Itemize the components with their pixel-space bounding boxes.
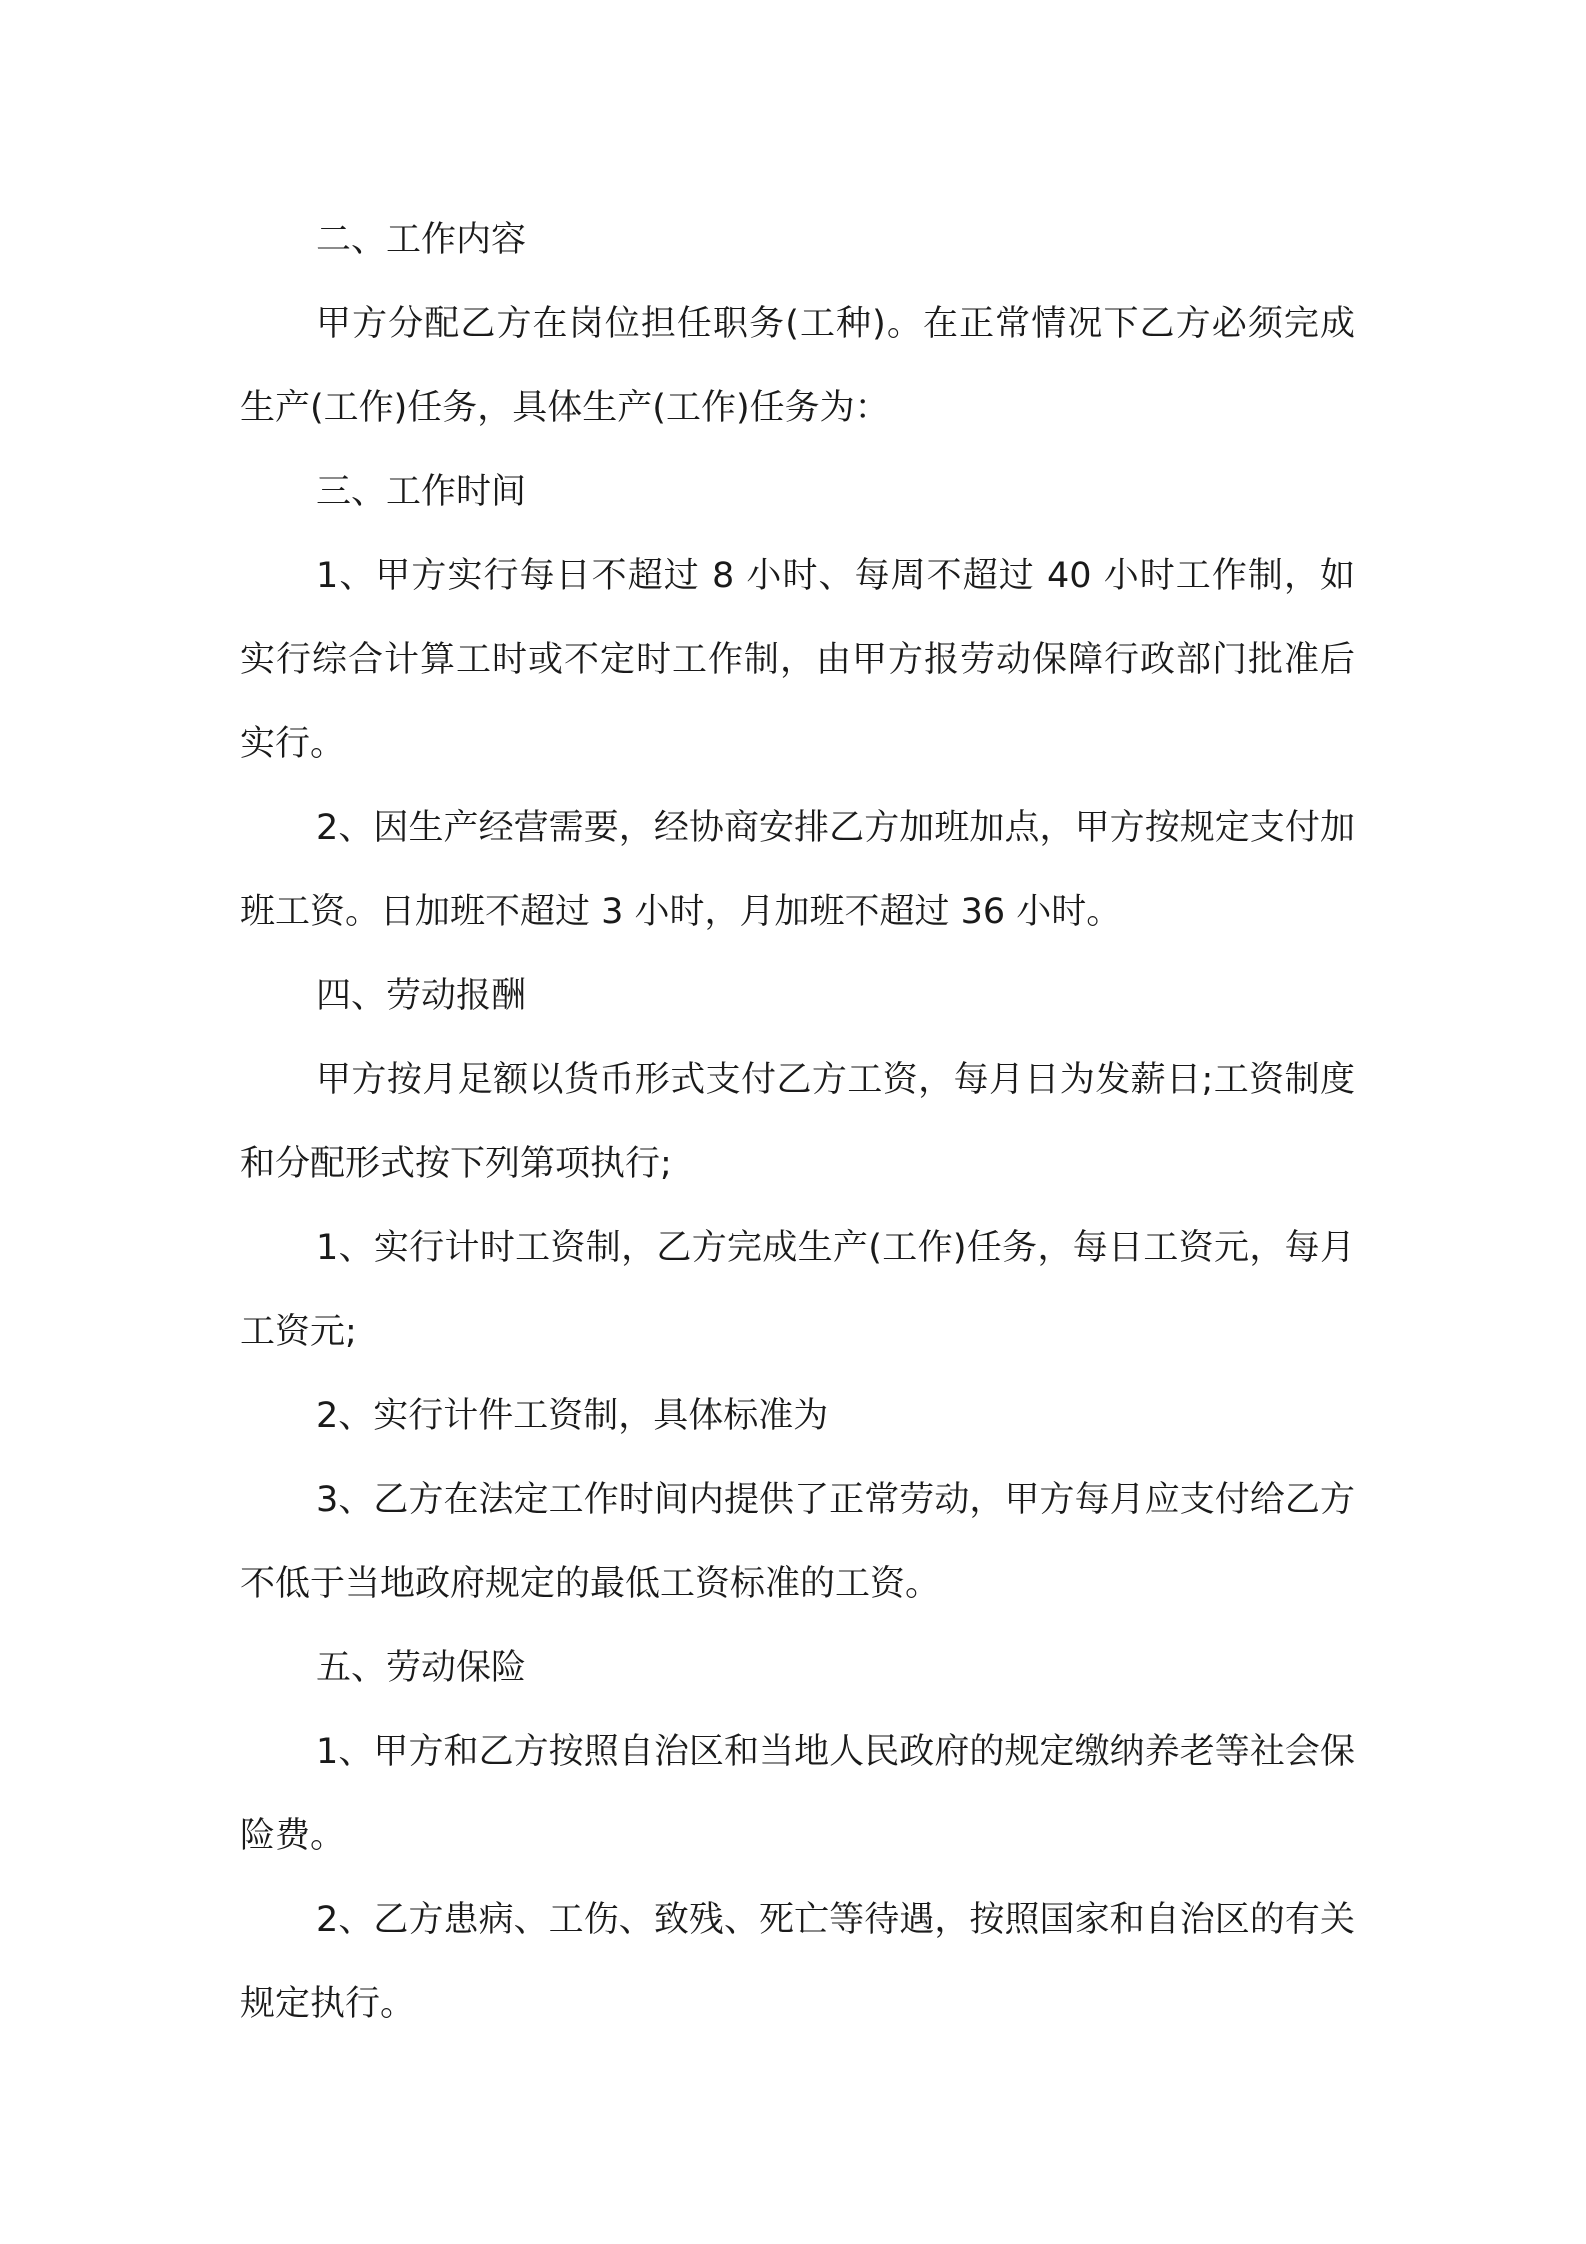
paragraph-remuneration-intro: 甲方按月足额以货币形式支付乙方工资，每月日为发薪日;工资制度和分配形式按下列第项执行; bbox=[240, 1060, 1355, 1184]
paragraph-remuneration-1: 1、实行计时工资制，乙方完成生产(工作)任务，每日工资元，每月工资元; bbox=[240, 1228, 1355, 1352]
section-heading-work-content: 二、工作内容 bbox=[316, 220, 527, 260]
document-body bbox=[240, 198, 1355, 2046]
paragraph-remuneration-2: 2、实行计件工资制，具体标准为 bbox=[316, 1396, 829, 1436]
paragraph-insurance-1: 1、甲方和乙方按照自治区和当地人民政府的规定缴纳养老等社会保险费。 bbox=[240, 1732, 1355, 1856]
paragraph-work-content: 甲方分配乙方在岗位担任职务(工种)。在正常情况下乙方必须完成生产(工作)任务，具体生产(工作)任务为： bbox=[240, 304, 1355, 428]
section-heading-remuneration: 四、劳动报酬 bbox=[316, 976, 527, 1016]
section-heading-insurance: 五、劳动保险 bbox=[316, 1648, 527, 1688]
paragraph-work-hours-2: 2、因生产经营需要，经协商安排乙方加班加点，甲方按规定支付加班工资。日加班不超过 3 小时，月加班不超过 36 小时。 bbox=[240, 808, 1355, 932]
section-heading-work-hours: 三、工作时间 bbox=[316, 472, 527, 512]
paragraph-remuneration-3: 3、乙方在法定工作时间内提供了正常劳动，甲方每月应支付给乙方不低于当地政府规定的最低工资标准的工资。 bbox=[240, 1480, 1355, 1604]
paragraph-insurance-2: 2、乙方患病、工伤、致残、死亡等待遇，按照国家和自治区的有关规定执行。 bbox=[240, 1900, 1355, 2024]
paragraph-work-hours-1: 1、甲方实行每日不超过 8 小时、每周不超过 40 小时工作制，如实行综合计算工时或不定时工作制，由甲方报劳动保障行政部门批准后实行。 bbox=[240, 556, 1355, 764]
